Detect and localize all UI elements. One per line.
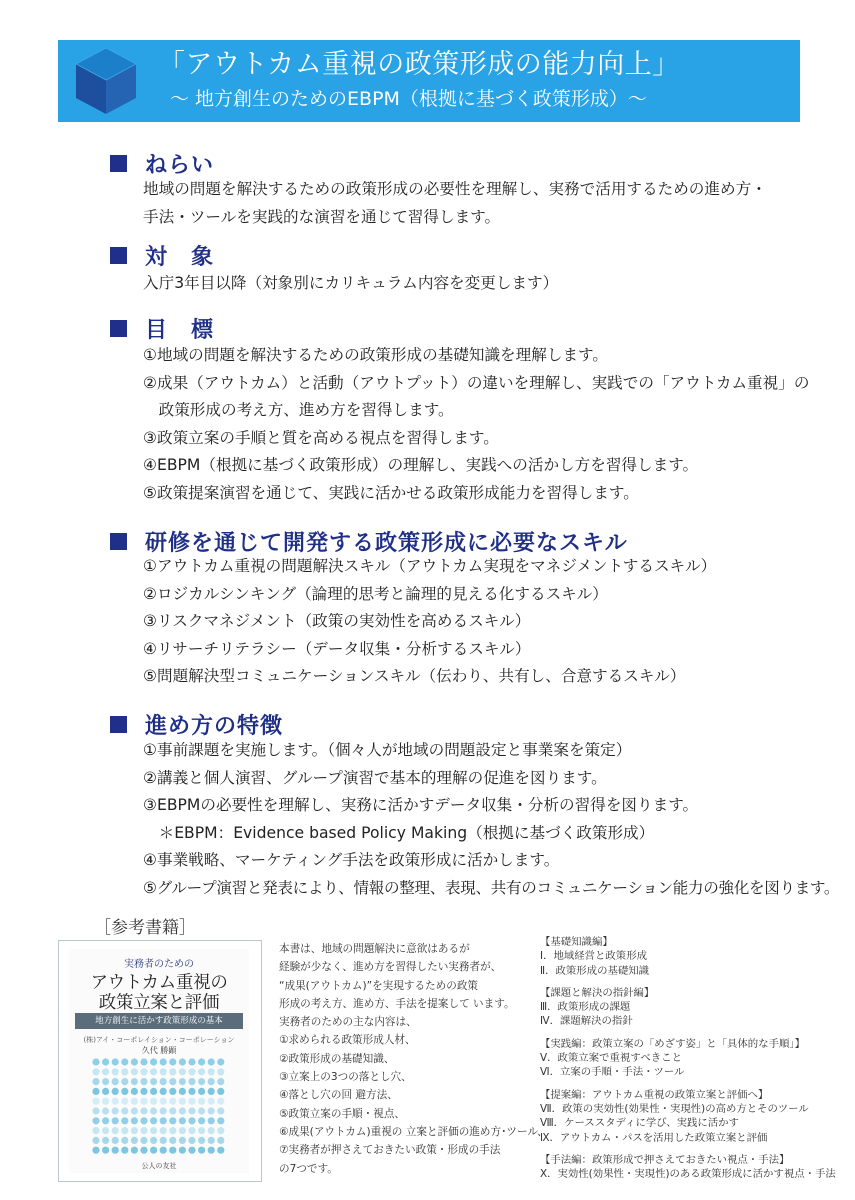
toc-group-heading: 【基礎知識編】 — [540, 936, 613, 948]
list-item: ②ロジカルシンキング（論理的思考と論理的見える化するスキル） — [143, 584, 608, 603]
list-item: ⑤問題解決型コミュニケーションスキル（伝わり、共有し、合意するスキル） — [143, 667, 686, 685]
square-bullet-icon — [110, 247, 127, 264]
list-item: ③リスクマネジメント（政策の実効性を高めるスキル） — [143, 612, 531, 630]
toc-item: Ⅸ．アウトカム・パスを活用した政策立案と評価 — [540, 1131, 768, 1144]
toc-item: Ⅳ．課題解決の指針 — [540, 1015, 633, 1028]
toc-group-heading: 【手法編：政策形成で押さえておきたい視点・手法】 — [540, 1153, 790, 1166]
list-item: ①地域の問題を解決するための政策形成の基礎知識を理解します。 — [143, 346, 608, 364]
toc-item: Ⅰ．地域経営と政策形成 — [540, 950, 647, 963]
reference-heading: ［参考書籍］ — [94, 918, 196, 938]
section-title: ねらい — [145, 152, 215, 178]
section-target-heading — [110, 239, 214, 271]
text-line: 手法・ツールを実践的な演習を通じて習得します。 — [143, 207, 501, 226]
page-title: 「アウトカム重視の政策形成の能力向上」 — [158, 49, 680, 80]
toc-item: Ⅶ．政策の実効性(効果性・実現性)の高め方とそのツール — [540, 1102, 809, 1115]
section-title: 進め方の特徴 — [145, 713, 284, 739]
book-dot-pattern-icon — [91, 1057, 227, 1157]
description-line: 経験が少なく、進め方を習得したい実務者が、 — [279, 961, 502, 974]
description-line: ⑥成果(アウトカム)重視の 立案と評価の進め方･ツール、 — [279, 1125, 548, 1138]
book-table-of-contents — [540, 935, 836, 1189]
list-item: ⑤グループ演習と発表により、情報の整理、表現、共有のコミュニケーション能力の強化を図ります。 — [143, 878, 840, 897]
book-tag: 実務者のための — [124, 959, 194, 970]
description-line: ③立案上の3つの落とし穴、 — [279, 1071, 412, 1084]
square-bullet-icon — [110, 533, 127, 550]
description-line: ②政策形成の基礎知識、 — [279, 1052, 395, 1065]
toc-item: Ⅱ．政策形成の基礎知識 — [540, 964, 650, 977]
section-title: 研修を通じて開発する政策形成に必要なスキル — [145, 530, 628, 556]
section-title: 対 象 — [145, 244, 215, 270]
list-item: ④EBPM（根拠に基づく政策形成）の理解し、実践への活かし方を習得します。 — [143, 456, 699, 474]
toc-item: Ⅴ．政策立案で重視すべきこと — [540, 1052, 682, 1065]
description-line: 実務者のための主な内容は、 — [279, 1016, 417, 1029]
list-item: ①アウトカム重視の問題解決スキル（アウトカム実現をマネジメントするスキル） — [143, 557, 717, 575]
list-item: ①事前課題を実施します。（個々人が地域の問題設定と事業案を策定） — [143, 741, 632, 759]
list-item: ③政策立案の手順と質を高める視点を習得します。 — [143, 428, 499, 447]
text-line: 入庁3年目以降（対象別にカリキュラム内容を変更します） — [143, 274, 559, 292]
toc-group — [540, 1153, 836, 1182]
square-bullet-icon — [110, 716, 127, 733]
toc-group — [540, 1088, 836, 1145]
square-bullet-icon — [110, 320, 127, 337]
page-subtitle: ～ 地方創生のためのEBPM（根拠に基づく政策形成）～ — [170, 88, 647, 110]
toc-item: Ⅵ．立案の手順・手法・ツール — [540, 1066, 685, 1079]
description-line: 本書は、地域の問題解決に意欲はあるが — [279, 943, 470, 955]
section-goals-heading — [110, 312, 214, 344]
description-line: ④落とし穴の回 避方法、 — [279, 1089, 398, 1102]
section-target-body — [143, 270, 558, 298]
book-cover-inner — [69, 949, 249, 1173]
text-line: 地域の問題を解決するための政策形成の必要性を理解し、実務で活用するための進め方・ — [143, 180, 767, 198]
book-author: 久代 勝顕 — [141, 1046, 177, 1055]
list-item: ⑤政策提案演習を通じて、実践に活かせる政策形成能力を習得します。 — [143, 483, 639, 502]
cube-logo-icon — [74, 46, 138, 116]
section-method-body — [143, 737, 839, 902]
section-method-heading — [110, 708, 283, 740]
description-line: ⑦実務者が押さえておきたい政策・形成の手法 — [279, 1144, 501, 1157]
book-author-org: (株)アイ・コーポレイション・コーポレーション — [83, 1036, 235, 1044]
description-line: 形成の考え方、進め方、手法を提案して います。 — [279, 997, 515, 1010]
list-item: ②成果（アウトカム）と活動（アウトプット）の違いを理解し、実践での「アウトカム重視」の — [143, 373, 810, 392]
list-item: ④リサーチリテラシー（データ収集・分析するスキル） — [143, 639, 531, 658]
header-banner — [58, 40, 800, 122]
description-line: の7つです。 — [279, 1162, 338, 1175]
toc-group — [540, 1037, 836, 1080]
list-item: ＊EBPM：Evidence based Policy Making（根拠に基づく政策形成） — [143, 823, 655, 842]
toc-group-heading: 【実践編：政策立案の「めざす姿」と「具体的な手順」】 — [540, 1037, 805, 1050]
book-publisher: 公人の友社 — [141, 1162, 177, 1170]
toc-group-heading: 【提案編：アウトカム重視の政策立案と評価へ】 — [540, 1088, 769, 1101]
toc-item: Ⅷ．ケーススタディに学び、実践に活かす — [540, 1117, 739, 1130]
description-line: ⑤政策立案の手順・視点、 — [279, 1107, 406, 1120]
section-goals-body — [143, 342, 809, 507]
toc-group — [540, 986, 836, 1029]
book-cover — [58, 940, 262, 1182]
square-bullet-icon — [110, 155, 127, 172]
book-title-line2: 政策立案と評価 — [98, 993, 220, 1013]
book-subtitle-band: 地方創生に活かす政策形成の基本 — [75, 1013, 243, 1029]
section-aim-heading — [110, 147, 214, 179]
toc-group — [540, 935, 836, 978]
description-line: “成果(アウトカム)”を実現するための政策 — [279, 979, 479, 992]
list-item: ③EBPMの必要性を理解し、実務に活かすデータ収集・分析の習得を図ります。 — [143, 796, 699, 814]
description-line: ①求められる政策形成人材、 — [279, 1034, 416, 1047]
book-title-line1: アウトカム重視の — [90, 973, 228, 993]
toc-group-heading: 【課題と解決の指針編】 — [540, 986, 655, 999]
list-item: 政策形成の考え方、進め方を習得します。 — [143, 401, 454, 419]
toc-item: Ⅹ．実効性(効果性・実現性)のある政策形成に活かす視点・手法 — [540, 1168, 836, 1181]
list-item: ④事業戦略、マーケティング手法を政策形成に活かします。 — [143, 851, 560, 869]
list-item: ②講義と個人演習、グループ演習で基本的理解の促進を図ります。 — [143, 768, 607, 787]
section-skills-body — [143, 553, 716, 691]
toc-item: Ⅲ．政策形成の課題 — [540, 1001, 631, 1014]
section-aim-body — [143, 176, 767, 231]
section-title: 目 標 — [145, 317, 215, 343]
book-description — [279, 940, 548, 1178]
